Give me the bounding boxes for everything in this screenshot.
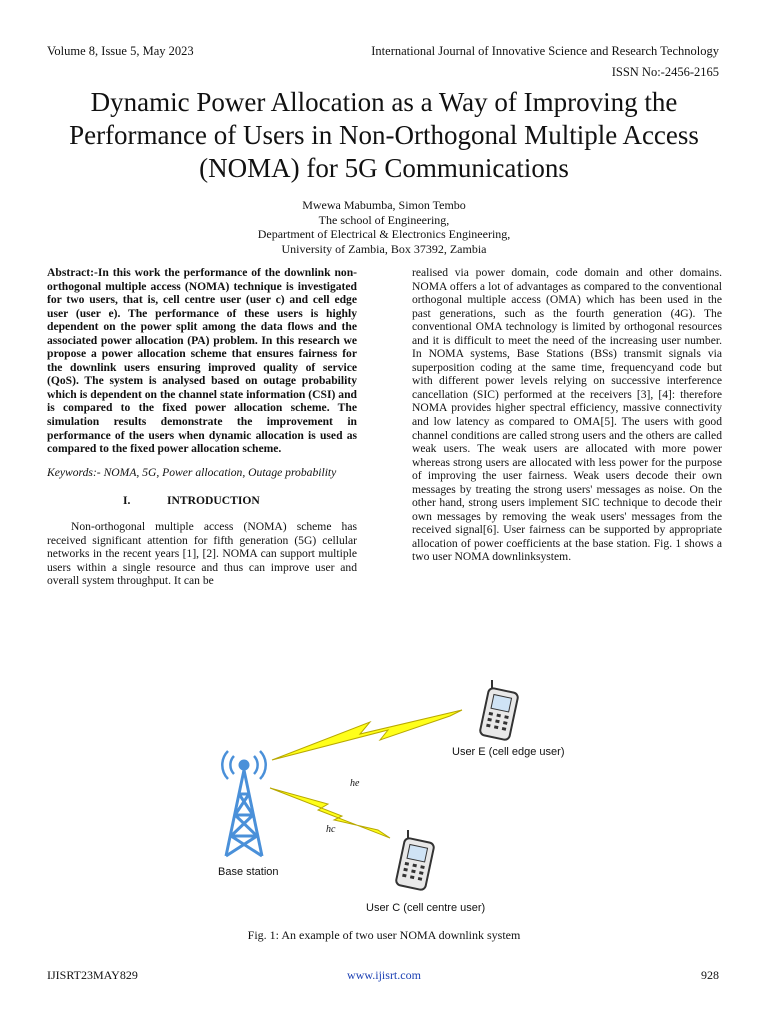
author-school: The school of Engineering, [318,212,450,227]
header-journal: International Journal of Innovative Science and Research Technology [371,44,719,58]
label-hc: hc [326,824,336,835]
phone-user-c-icon [395,830,434,891]
paper-title: Dynamic Power Allocation as a Way of Improving the Performance of Users in Non-Orthogonal Multiple Access (NOMA) for 5G Communications [69,87,699,183]
intro-paragraph-right: realised via power domain, code domain and other domains. NOMA offers a lot of advantages as compared to the conventional orthogonal multiple access (OMA) which has been used in the past generations, such as the fourth generation (4G). The conventional OMA technology is limited by orthogonal resources and it is difficult to meet the need of the increasing user number. In NOMA systems, Base Stations (BSs) transmit signals via superposition coding at the same time, frequencyand code but with different power levels relying on successive interference cancellation (SIC) performed at the receivers [3], [4]: therefore NOMA provides higher spectral efficiency, massive connectivity and low latency as compared to OMA[5]. The users with good channel conditions are called strong users and the others are called weak users. The weak users are allocated with more power whereas strong users are allocated with less power for the purpose of improving the user fairness. Weak users decode their own messages by treating the strong users' messages as noise. On the other hand, strong users implement SIC technique to decode their own messages by removing the weak users' messages from the received signal[6]. User fairness can be supported by appropriate allocation of power coefficients at the base station. Fig. 1 shows a two user NOMA downlinksystem. [412,266,722,564]
author-names: Mwewa Mabumba, Simon Tembo [302,198,466,212]
figure-caption: Fig. 1: An example of two user NOMA downlink system [247,928,521,942]
lightning-he-icon [272,710,462,760]
phone-user-e-icon [479,680,518,741]
author-university: University of Zambia, Box 37392, Zambia [281,241,487,256]
header-issn: ISSN No:-2456-2165 [611,65,719,79]
footer-paper-id: IJISRT23MAY829 [47,968,138,982]
left-column [47,266,357,588]
section-number: I. [123,494,131,508]
label-user-e: User E (cell edge user) [452,746,565,758]
author-department: Department of Electrical & Electronics Engineering, [257,227,511,241]
footer-page-number: 928 [701,968,719,982]
figure-noma-system [200,670,580,920]
label-base-station: Base station [218,866,279,878]
keywords: Keywords:- NOMA, 5G, Power allocation, Outage probability [47,465,337,479]
footer-website-link[interactable]: www.ijisrt.com [347,968,421,982]
intro-paragraph-left: Non-orthogonal multiple access (NOMA) scheme has received significant attention for fifth generation (5G) cellular networks in the recent years [1], [2]. NOMA can support multiple users within a single resource and thus can improve user and overall system throughput. It can be [47,520,357,588]
section-title: INTRODUCTION [167,494,260,508]
label-he: he [350,778,360,789]
right-column [412,266,722,564]
header-volume: Volume 8, Issue 5, May 2023 [47,44,194,58]
section-heading [47,494,357,508]
abstract: Abstract:-In this work the performance of the downlink non-orthogonal multiple access (NOMA) technique is investigated for two users, that is, cell centre user (user c) and cell edge user (user e). The performance of these users is highly dependent on the power split among the data flows and the associated power allocation (PA) problem. In this research we propose a power allocation scheme that ensures fairness for the downlink users ensuring improved quality of service (QoS). The system is analysed based on outage probability which is dependent on the channel state information (CSI) and is compared to the fixed power allocation scheme. The simulation results demonstrate the improvement in performance of the users when dynamic allocation is used as compared to the fixed power allocation scheme. [47,266,357,456]
base-station-tower-icon [222,751,265,856]
label-user-c: User C (cell centre user) [366,902,486,914]
